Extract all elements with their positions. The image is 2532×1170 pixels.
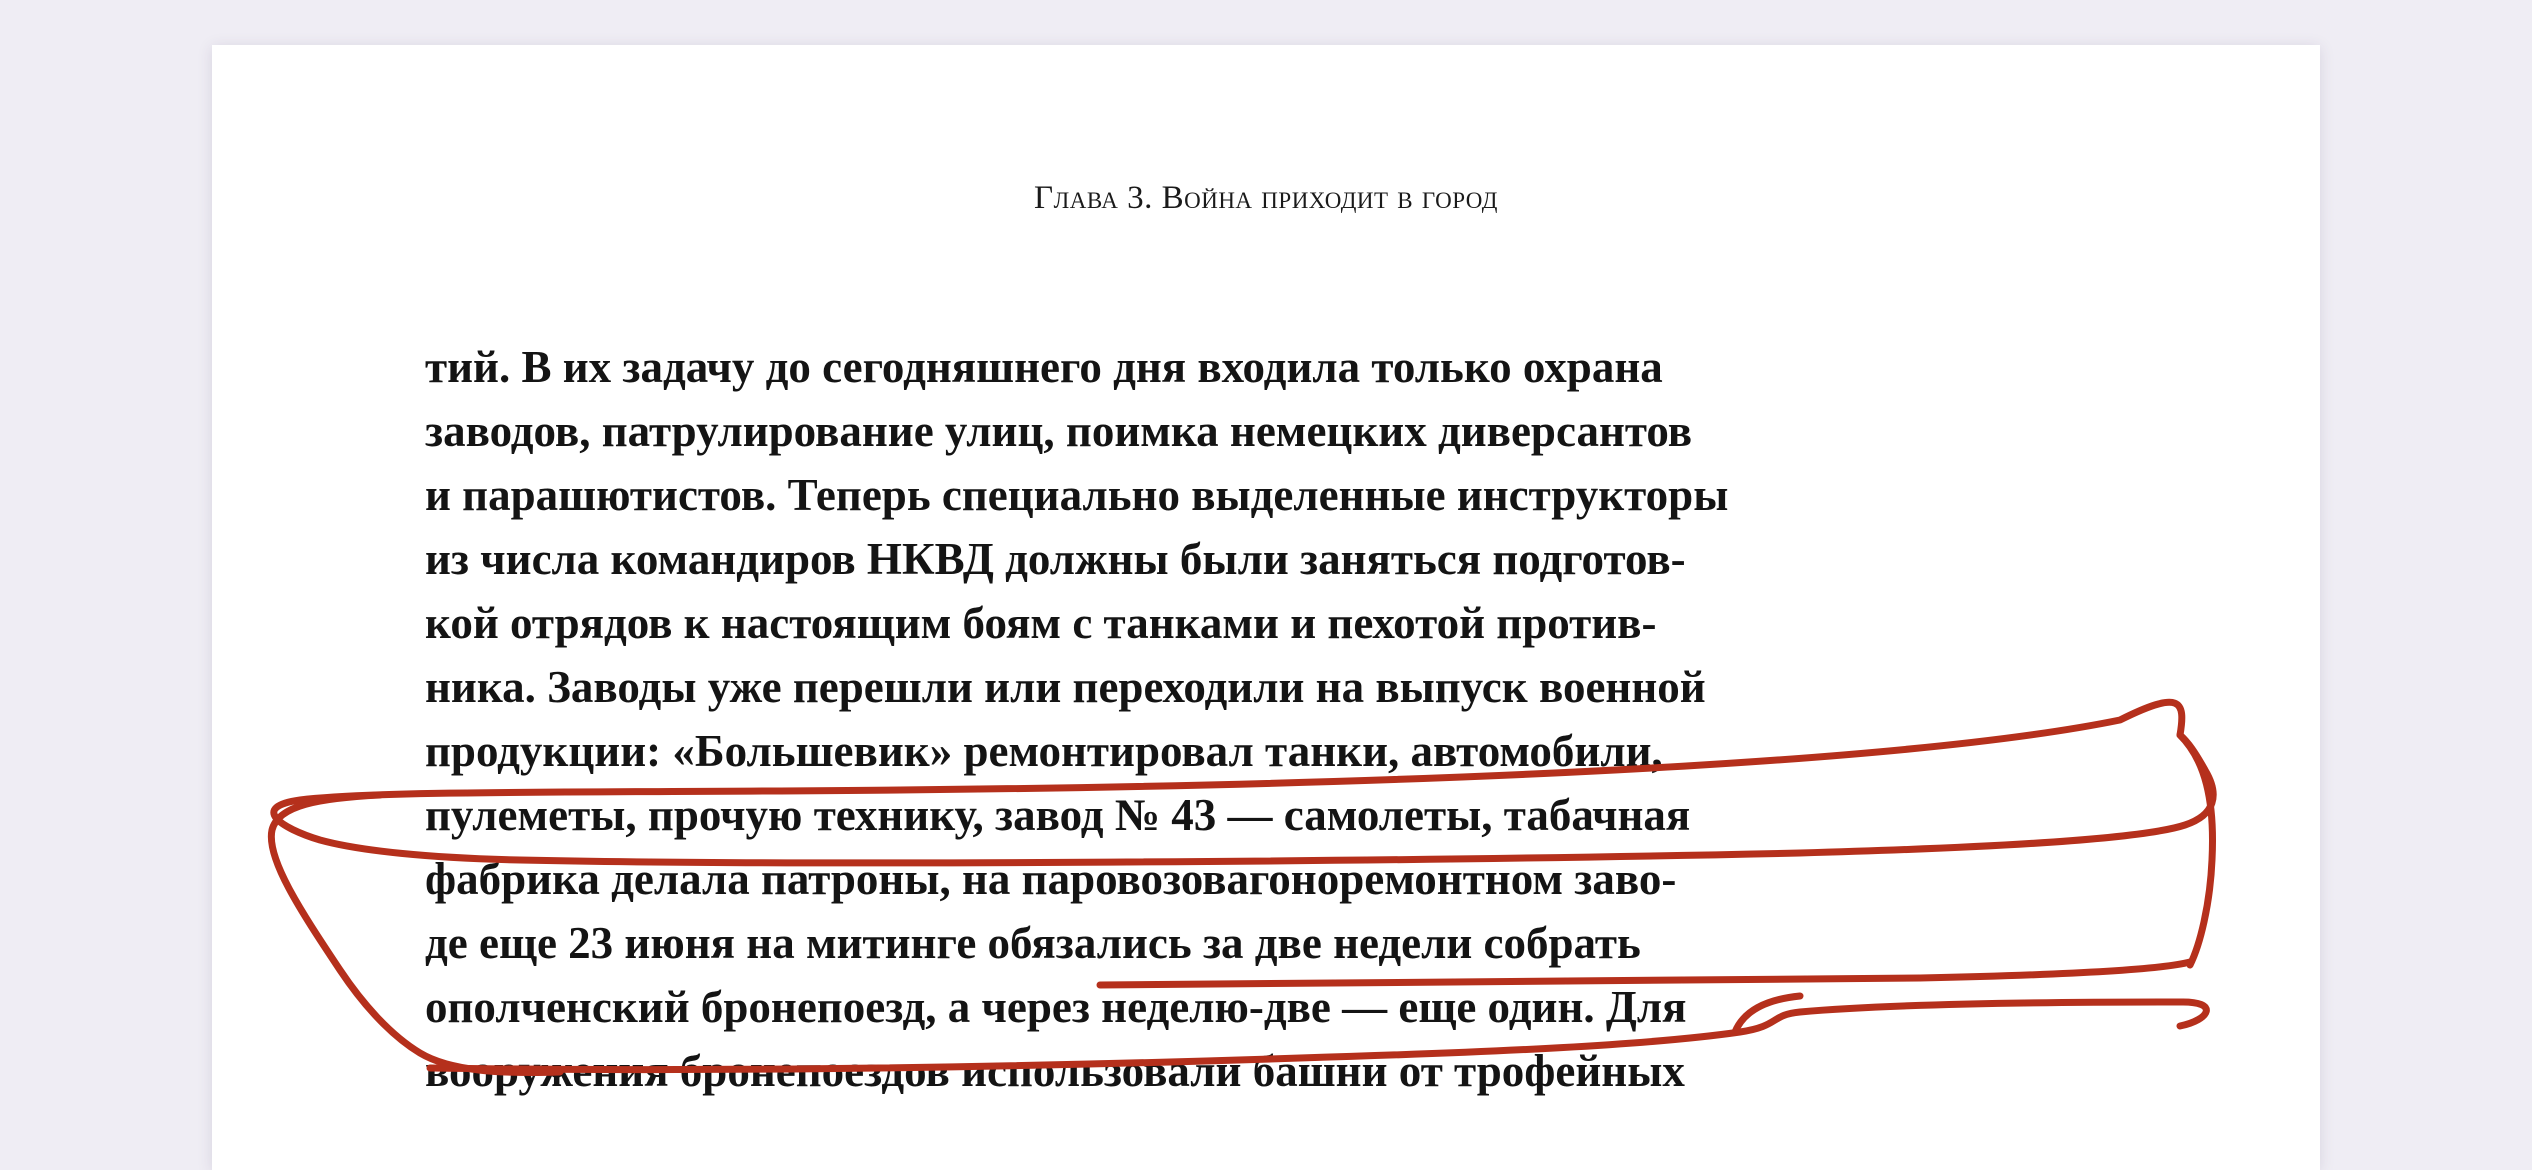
paragraph-line: ника. Заводы уже перешли или переходили на выпуск военной: [425, 662, 1706, 712]
paragraph-line: из числа командиров НКВД должны были заняться подготов-: [425, 534, 1686, 584]
paragraph-line: кой отрядов к настоящим боям с танками и пехотой против-: [425, 598, 1657, 648]
paragraph-line: фабрика делала патроны, на паровозовагоноремонтном заво-: [425, 854, 1677, 904]
paragraph-line: продукции: «Большевик» ремонтировал танки, автомобили,: [425, 726, 1663, 776]
paragraph-line: пулеметы, прочую технику, завод № 43 — самолеты, табачная: [425, 790, 1691, 840]
paragraph-line: ополченский бронепоезд, а через неделю-две — еще один. Для: [425, 982, 1687, 1032]
paragraph-line: и парашютистов. Теперь специально выделенные инструкторы: [425, 470, 1729, 520]
paragraph-line: де еще 23 июня на митинге обязались за две недели собрать: [425, 918, 1641, 968]
paragraph-line: вооружения бронепоездов использовали башни от трофейных: [425, 1046, 1685, 1096]
document-page: [212, 45, 2320, 1170]
running-head: Глава 3. Война приходит в город: [1034, 180, 1498, 216]
body-text-block: [425, 335, 2115, 1103]
paragraph-line: заводов, патрулирование улиц, поимка немецких диверсантов: [425, 406, 1693, 456]
paragraph-line: тий. В их задачу до сегодняшнего дня входила только охрана: [425, 342, 1663, 392]
